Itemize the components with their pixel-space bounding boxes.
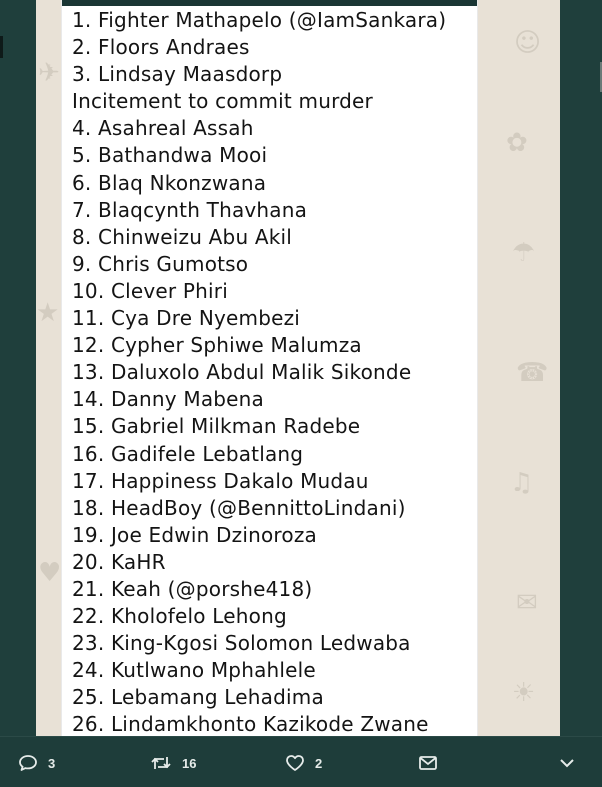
edge-divider (0, 36, 3, 58)
doodle-icon: ♥ (38, 558, 62, 588)
list-item: 9. Chris Gumotso (72, 251, 249, 276)
list-item: 24. Kutlwano Mphahlele (72, 658, 316, 683)
doodle-icon: ☺ (514, 28, 542, 58)
like-button[interactable] (285, 753, 322, 773)
list-item: 25. Lebamang Lehadima (72, 685, 324, 710)
doodle-icon: ★ (36, 298, 60, 328)
list-item: 21. Keah (@porshe418) (72, 576, 313, 601)
backdrop-left (0, 0, 36, 736)
doodle-icon: ♫ (510, 468, 534, 498)
list-item: 22. Kholofelo Lehong (72, 604, 287, 629)
tweet-image[interactable] (36, 0, 560, 736)
list-item: 2. Floors Andraes (72, 35, 250, 60)
like-count: 2 (315, 755, 323, 771)
list-item: 20. KaHR (72, 549, 166, 574)
heart-icon (285, 754, 305, 772)
doodle-icon: ✉ (516, 588, 538, 618)
list-item: 26. Lindamkhonto Kazikode Zwane (72, 712, 429, 736)
more-button[interactable] (558, 753, 576, 773)
tweet-action-bar (0, 736, 602, 787)
reply-icon (18, 754, 38, 772)
retweet-icon (150, 754, 172, 772)
list-item: 23. King-Kgosi Solomon Ledwaba (72, 631, 411, 656)
list-item: 18. HeadBoy (@BennittoLindani) (72, 495, 406, 520)
direct-message-button[interactable] (418, 753, 438, 773)
name-list (72, 7, 473, 736)
doodle-icon: ✈ (38, 58, 60, 88)
list-document (61, 0, 478, 736)
list-item: 1. Fighter Mathapelo (@IamSankara) (72, 8, 447, 32)
top-strip (62, 0, 477, 6)
list-item: 12. Cypher Sphiwe Malumza (72, 333, 362, 358)
list-item: 5. Bathandwa Mooi (72, 143, 268, 168)
list-item: 17. Happiness Dakalo Mudau (72, 468, 369, 493)
list-item: 7. Blaqcynth Thavhana (72, 197, 308, 222)
list-item: 4. Asahreal Assah (72, 116, 254, 141)
list-item: 6. Blaq Nkonzwana (72, 170, 267, 195)
reply-count: 3 (48, 755, 56, 771)
doodle-icon: ✿ (506, 128, 528, 158)
doodle-icon: ☂ (512, 238, 536, 268)
list-item: 10. Clever Phiri (72, 278, 228, 303)
chevron-down-icon (558, 756, 576, 770)
envelope-icon (418, 755, 438, 771)
backdrop-right (560, 0, 602, 736)
retweet-button[interactable] (150, 753, 196, 773)
list-item: 8. Chinweizu Abu Akil (72, 224, 293, 249)
retweet-count: 16 (182, 755, 197, 771)
section-heading: Incitement to commit murder (72, 89, 373, 114)
doodle-icon: ☎ (516, 358, 549, 388)
doodle-icon: ☀ (512, 678, 536, 708)
reply-button[interactable] (18, 753, 55, 773)
list-item: 14. Danny Mabena (72, 387, 265, 412)
list-item: 11. Cya Dre Nyembezi (72, 306, 301, 331)
list-item: 3. Lindsay Maasdorp (72, 62, 283, 87)
list-item: 15. Gabriel Milkman Radebe (72, 414, 361, 439)
list-item: 16. Gadifele Lebatlang (72, 441, 304, 466)
list-item: 19. Joe Edwin Dzinoroza (72, 522, 317, 547)
list-item: 13. Daluxolo Abdul Malik Sikonde (72, 360, 412, 385)
